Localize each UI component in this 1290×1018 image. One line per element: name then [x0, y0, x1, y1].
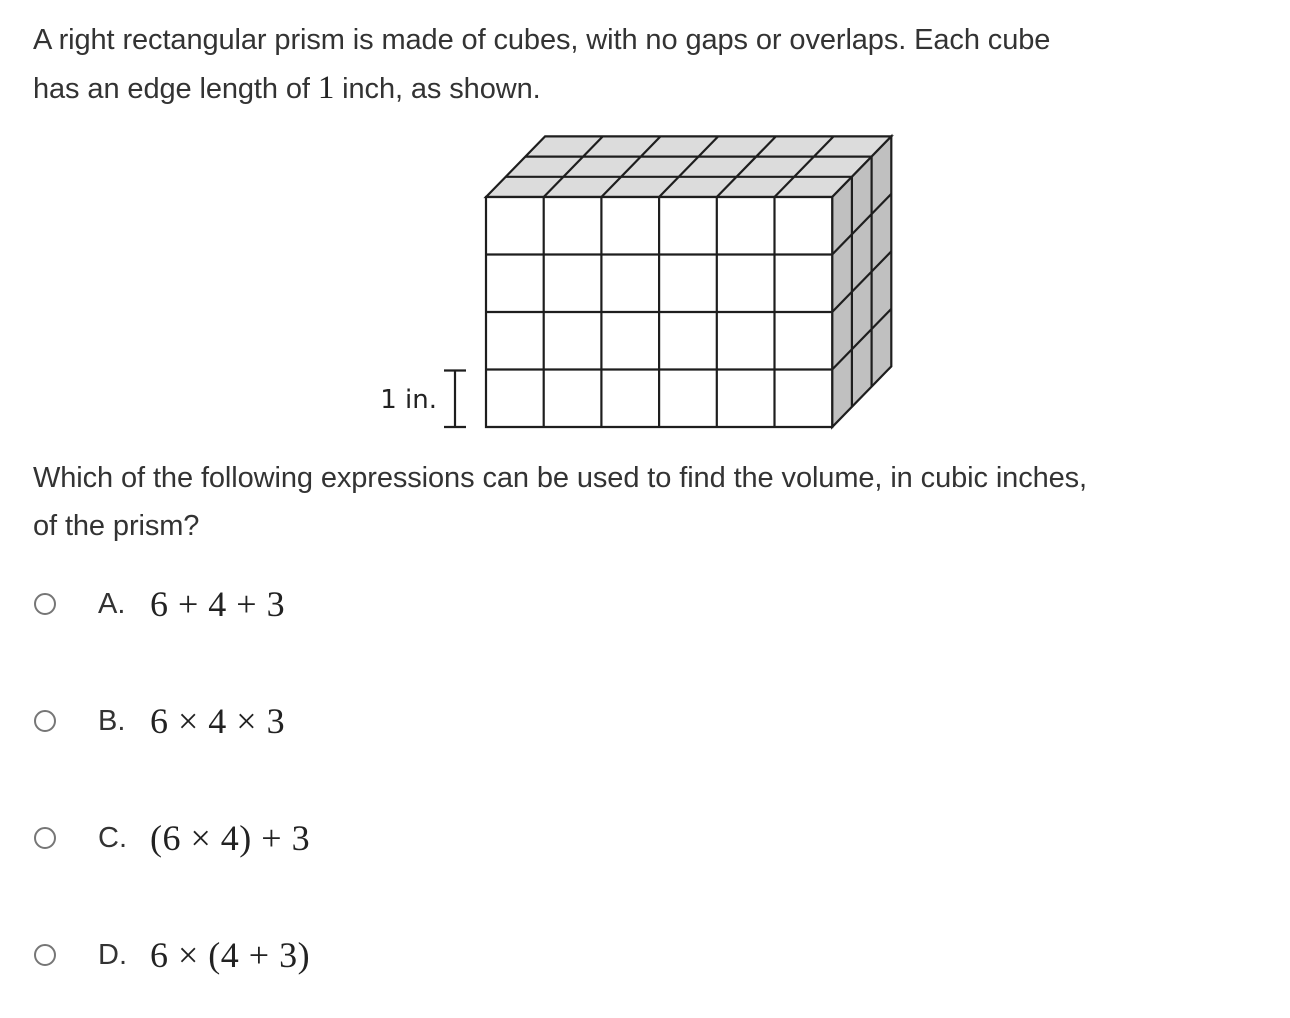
choice-c-letter: C. — [98, 821, 127, 854]
question-intro-line-1: A right rectangular prism is made of cubes, with no gaps or overlaps. Each cube — [33, 24, 1051, 56]
top-grid-line — [659, 136, 718, 197]
question-intro — [33, 16, 1050, 113]
choice-b-expression: 6 × 4 × 3 — [150, 701, 286, 741]
top-grid-line — [775, 136, 834, 197]
side-grid-line — [832, 194, 891, 255]
radio-button-a[interactable] — [34, 593, 56, 615]
question-prompt-line-2: of the prism? — [33, 510, 200, 542]
prism-top-face — [486, 136, 891, 197]
choice-d-expression: 6 × (4 + 3) — [150, 935, 311, 975]
choice-d-letter: D. — [98, 938, 127, 971]
choice-a-letter: A. — [98, 587, 126, 620]
top-grid-line — [601, 136, 660, 197]
scale-label: 1 in. — [380, 385, 437, 415]
choice-d[interactable] — [32, 933, 311, 977]
top-grid-line — [544, 136, 603, 197]
choice-c-expression: (6 × 4) + 3 — [150, 818, 311, 858]
prism-front-face — [486, 197, 832, 427]
radio-button-c[interactable] — [34, 827, 56, 849]
question-prompt — [33, 454, 1087, 550]
choice-b-letter: B. — [98, 704, 126, 737]
prism-side-face — [832, 136, 891, 427]
question-intro-line-2 — [33, 64, 1050, 113]
edge-length-value: 1 — [317, 70, 335, 106]
radio-button-b[interactable] — [34, 710, 56, 732]
choice-b[interactable] — [32, 699, 286, 743]
question-intro-tail: inch, as shown. — [334, 73, 541, 105]
choice-a[interactable] — [32, 582, 286, 626]
choice-a-expression: 6 + 4 + 3 — [150, 584, 286, 624]
question-intro-line-2-text: has an edge length of — [33, 73, 318, 105]
question-prompt-line-1: Which of the following expressions can be used to find the volume, in cubic inches, — [33, 462, 1088, 494]
side-grid-line — [832, 251, 891, 312]
radio-button-d[interactable] — [34, 944, 56, 966]
choice-c[interactable] — [32, 816, 311, 860]
top-grid-line — [717, 136, 776, 197]
side-grid-line — [832, 309, 891, 370]
